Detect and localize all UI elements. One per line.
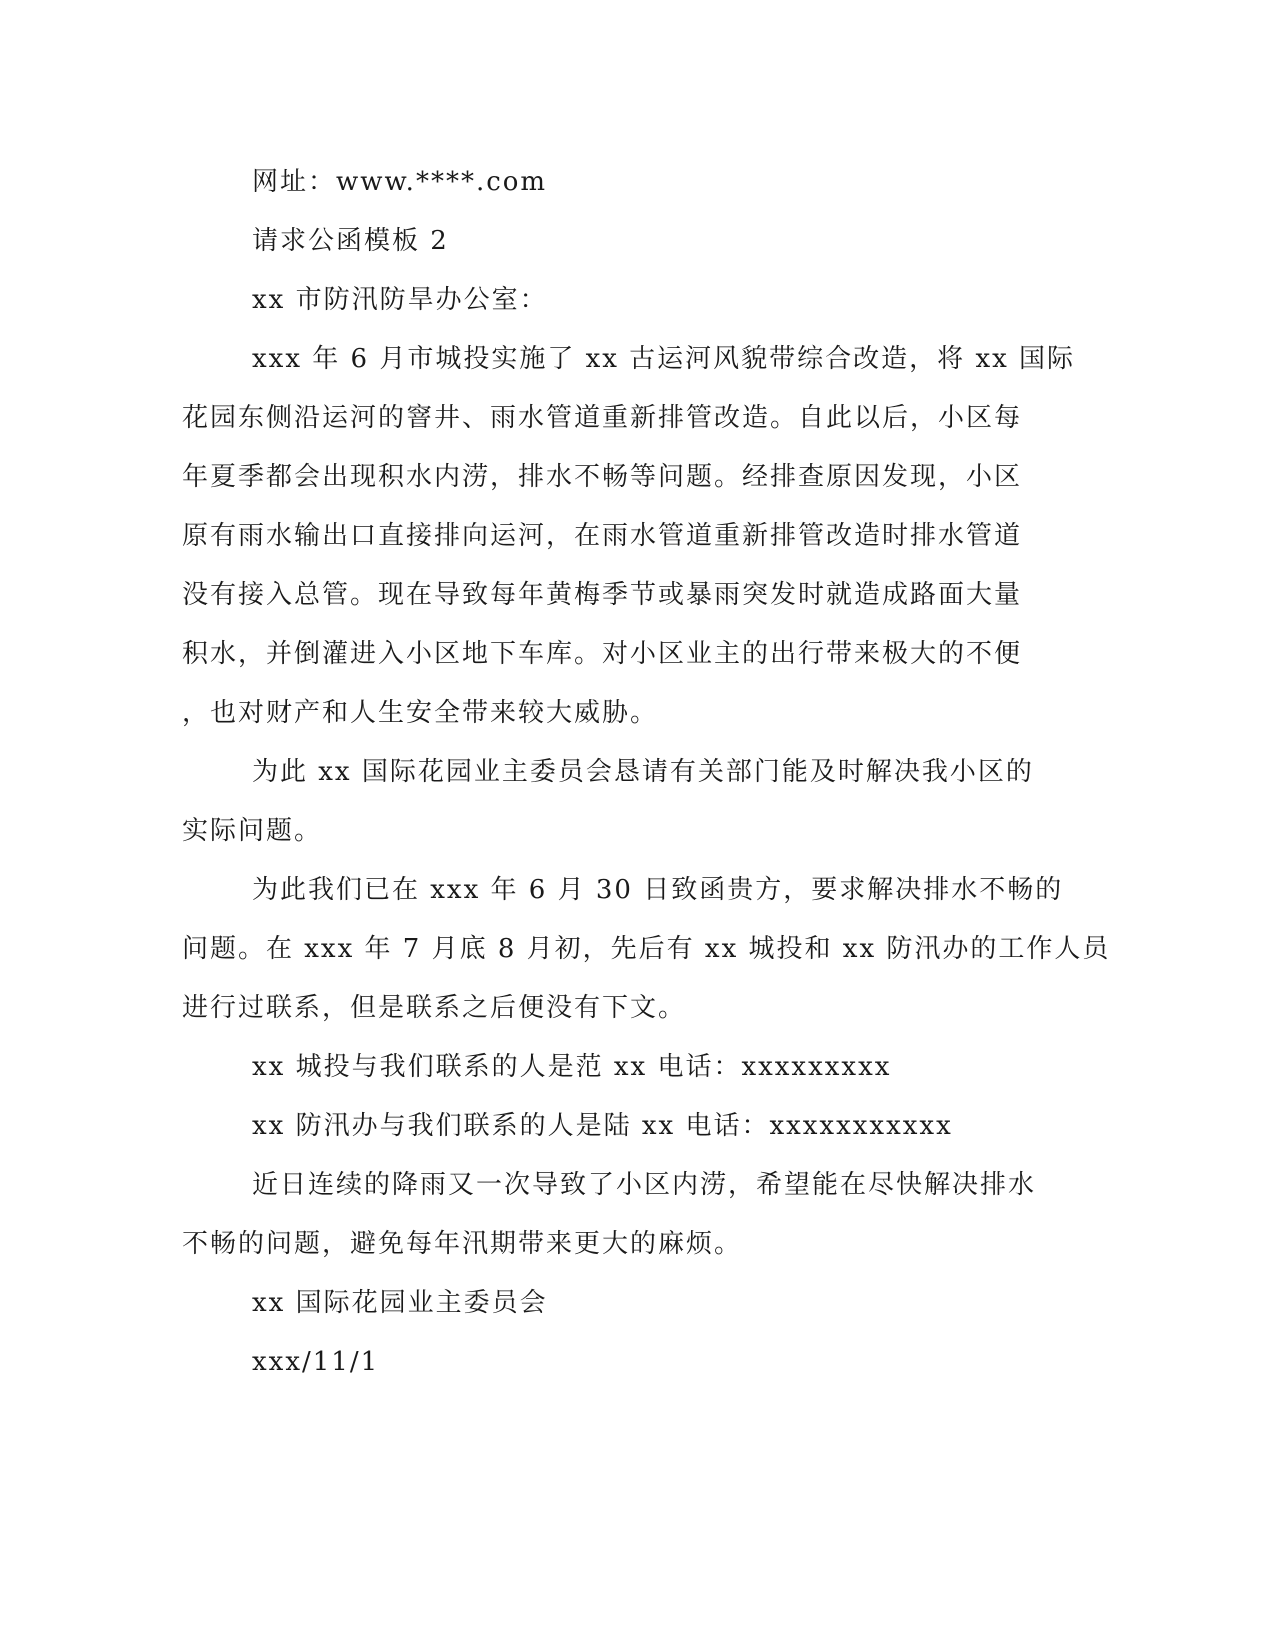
paragraph-line: 实际问题。 (182, 816, 323, 846)
paragraph-line: 为此我们已在 xxx 年 6 月 30 日致函贵方，要求解决排水不畅的 (252, 875, 1064, 905)
paragraph-line: 不畅的问题，避免每年汛期带来更大的麻烦。 (182, 1229, 743, 1259)
paragraph-line: 为此 xx 国际花园业主委员会恳请有关部门能及时解决我小区的 (252, 757, 1034, 787)
document-body (182, 153, 1111, 1392)
paragraph-line: xxx 年 6 月市城投实施了 xx 古运河风貌带综合改造，将 xx 国际 (252, 344, 1076, 374)
paragraph-line: 进行过联系，但是联系之后便没有下文。 (182, 993, 687, 1023)
paragraph-line: 原有雨水输出口直接排向运河，在雨水管道重新排管改造时排水管道 (182, 521, 1023, 551)
signature: xx 国际花园业主委员会 (252, 1288, 548, 1318)
contact-line: xx 城投与我们联系的人是范 xx 电话：xxxxxxxxx (252, 1052, 892, 1082)
paragraph-line: 年夏季都会出现积水内涝，排水不畅等问题。经排查原因发现，小区 (182, 462, 1023, 492)
date-line: xxx/11/1 (252, 1347, 380, 1377)
paragraph-line: 问题。在 xxx 年 7 月底 8 月初，先后有 xx 城投和 xx 防汛办的工作人员 (182, 934, 1111, 964)
paragraph-line: 没有接入总管。现在导致每年黄梅季节或暴雨突发时就造成路面大量 (182, 580, 1023, 610)
document-title: 请求公函模板 2 (252, 226, 449, 256)
addressee: xx 市防汛防旱办公室： (252, 285, 548, 315)
paragraph-line: 花园东侧沿运河的窨井、雨水管道重新排管改造。自此以后，小区每 (182, 403, 1023, 433)
paragraph-line: 积水，并倒灌进入小区地下车库。对小区业主的出行带来极大的不便 (182, 639, 1023, 669)
paragraph-line: 近日连续的降雨又一次导致了小区内涝，希望能在尽快解决排水 (252, 1170, 1037, 1200)
paragraph-line: ，也对财产和人生安全带来较大威胁。 (182, 698, 659, 728)
website-line: 网址：www.****.com (252, 167, 548, 197)
contact-line: xx 防汛办与我们联系的人是陆 xx 电话：xxxxxxxxxxx (252, 1111, 953, 1141)
